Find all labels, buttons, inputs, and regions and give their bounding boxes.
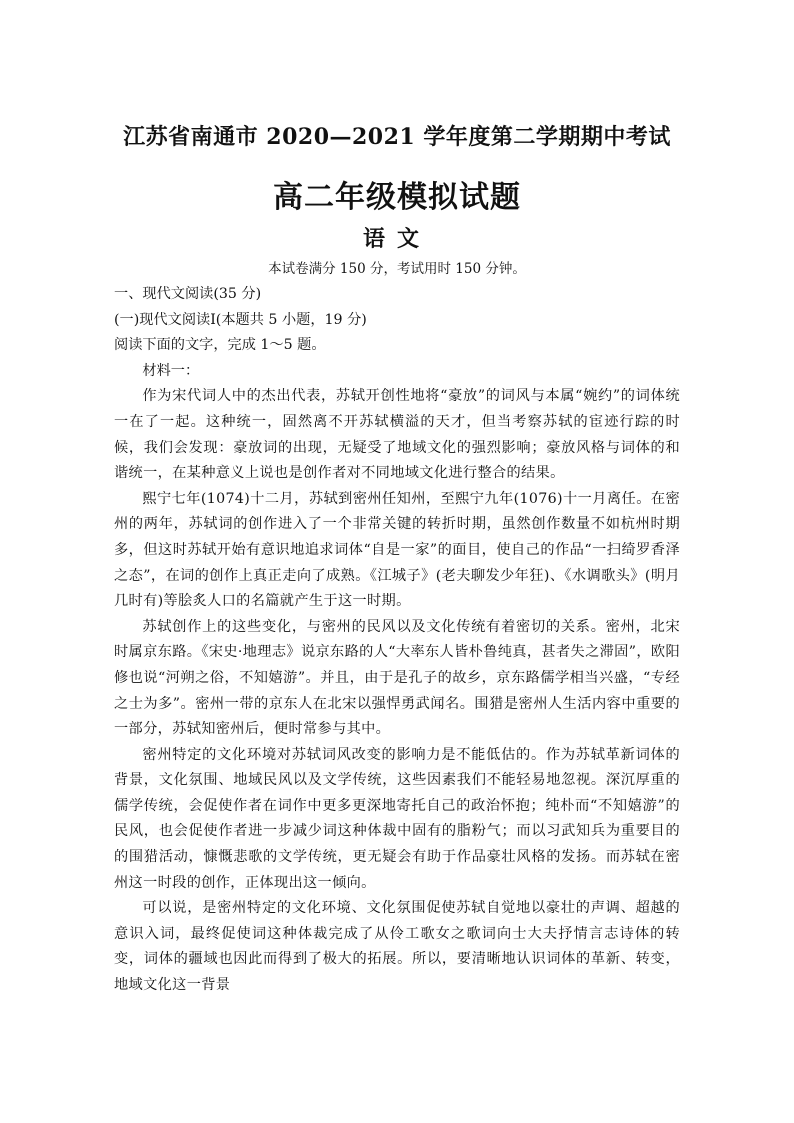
paragraph: 密州特定的文化环境对苏轼词风改变的影响力是不能低估的。作为苏轼革新词体的背景，文化氛围、地域民风以及文学传统，这些因素我们不能轻易地忽视。深沉厚重的儒学传统，会促使作者在词作中更多更深地寄托自己的政治怀抱；纯朴而“不知嬉游”的民风，也会促使作者进一步减少词这种体裁中固有的脂粉气；而以习武知兵为重要目的的围猎活动，慷慨悲歌的文学传统，更无疑会有助于作品豪壮风格的发扬。而苏轼在密州这一时段的创作，正体现出这一倾向。 bbox=[114, 746, 680, 891]
reading-instruction: 阅读下面的文字，完成 1～5 题。 bbox=[114, 337, 326, 354]
paragraph: 苏轼创作上的这些变化，与密州的民风以及文化传统有着密切的关系。密州，北宋时属京东路。《宋史·地理志》说京东路的人“大率东人皆朴鲁纯真，甚者失之滞固”，欧阳修也说“河朔之俗，不知嬉游”。并且，由于是孔子的故乡，京东路儒学相当兴盛，“专经之士为多”。密州一带的京东人在北宋以强悍勇武闻名。围猎是密州人生活内容中重要的一部分，苏轼知密州后，便时常参与其中。 bbox=[114, 618, 680, 738]
reading-section bbox=[114, 282, 680, 999]
paragraph: 熙宁七年(1074)十二月，苏轼到密州任知州，至熙宁九年(1076)十一月离任。在密州的两年，苏轼词的创作进入了一个非常关键的转折时期，虽然创作数量不如杭州时期多，但这时苏轼开始有意识地追求词体“自是一家”的面目，使自己的作品“一扫绮罗香泽之态”，在词的创作上真正走向了成熟。《江城子》(老夫聊发少年狂)、《水调歌头》(明月几时有)等脍炙人口的名篇就产生于这一时期。 bbox=[114, 490, 680, 610]
material-label: 材料一： bbox=[142, 362, 200, 379]
paragraph: 作为宋代词人中的杰出代表，苏轼开创性地将“豪放”的词风与本属“婉约”的词体统一在了一起。这种统一，固然离不开苏轼横溢的天才，但当考察苏轼的宦迹行踪的时候，我们会发现：豪放词的出现，无疑受了地域文化的强烈影响；豪放风格与词体的和谐统一，在某种意义上说也是创作者对不同地域文化进行整合的结果。 bbox=[114, 388, 680, 482]
subject-title: 语文 bbox=[362, 226, 431, 252]
exam-info: 本试卷满分 150 分，考试用时 150 分钟。 bbox=[268, 261, 526, 277]
section-heading: 一、现代文阅读(35 分) bbox=[114, 286, 262, 302]
part-heading: (一)现代文阅读Ⅰ(本题共 5 小题，19 分) bbox=[114, 311, 367, 328]
grade-title: 高二年级模拟试题 bbox=[273, 180, 521, 215]
exam-title: 江苏省南通市 2020—2021 学年度第二学期期中考试 bbox=[123, 124, 671, 150]
paragraph: 可以说，是密州特定的文化环境、文化氛围促使苏轼自觉地以豪壮的声调、超越的意识入词，最终促使词这种体裁完成了从伶工歌女之歌词向士大夫抒情言志诗体的转变，词体的疆域也因此而得到了极大的拓展。所以，要清晰地认识词体的革新、转变，地域文化这一背景 bbox=[114, 900, 680, 994]
